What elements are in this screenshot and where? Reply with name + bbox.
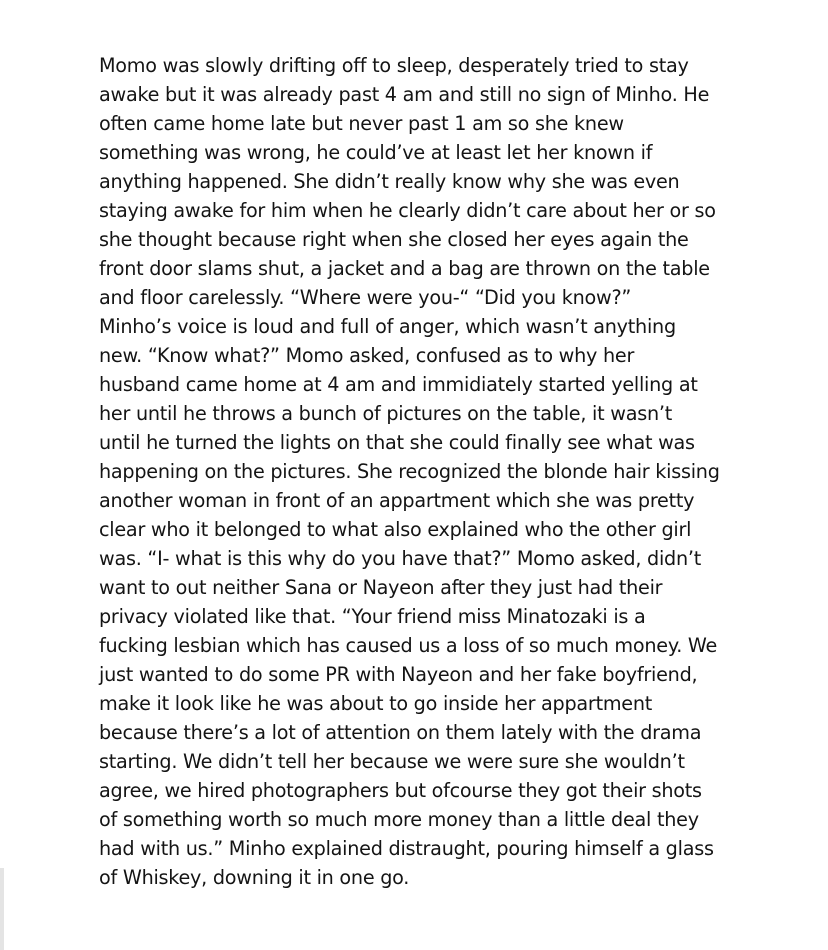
text-line: something was wrong, he could’ve at least let her known if [99, 141, 653, 164]
text-line: fucking lesbian which has caused us a loss of so much money. We [99, 634, 718, 657]
story-paragraph [99, 51, 799, 892]
page-edge-divider [0, 868, 4, 950]
text-line: had with us.” Minho explained distraught, pouring himself a glass [99, 837, 714, 860]
text-line: awake but it was already past 4 am and still no sign of Minho. He [99, 83, 710, 106]
text-line: because there’s a lot of attention on them lately with the drama [99, 721, 702, 744]
text-line: she thought because right when she closed her eyes again the [99, 228, 689, 251]
text-line: starting. We didn’t tell her because we were sure she wouldn’t [99, 750, 685, 773]
text-line: another woman in front of an appartment which she was pretty [99, 489, 695, 512]
text-line: staying awake for him when he clearly didn’t care about her or so [99, 199, 716, 222]
text-line: of something worth so much more money than a little deal they [99, 808, 699, 831]
text-line: agree, we hired photographers but ofcourse they got their shots [99, 779, 702, 802]
text-line: of Whiskey, downing it in one go. [99, 866, 410, 889]
text-line: want to out neither Sana or Nayeon after they just had their [99, 576, 663, 599]
text-line: until he turned the lights on that she could finally see what was [99, 431, 695, 454]
text-line: new. “Know what?” Momo asked, confused as to why her [99, 344, 635, 367]
text-line: front door slams shut, a jacket and a bag are thrown on the table [99, 257, 710, 280]
text-line: make it look like he was about to go inside her appartment [99, 692, 653, 715]
text-line: just wanted to do some PR with Nayeon and her fake boyfriend, [99, 663, 698, 686]
text-line: anything happened. She didn’t really know why she was even [99, 170, 680, 193]
text-line: was. “I- what is this why do you have that?” Momo asked, didn’t [99, 547, 701, 570]
text-line: and floor carelessly. “Where were you-“ “Did you know?” [99, 286, 632, 309]
text-line: husband came home at 4 am and immidiately started yelling at [99, 373, 698, 396]
text-line: clear who it belonged to what also explained who the other girl [99, 518, 692, 541]
text-line: Momo was slowly drifting off to sleep, desperately tried to stay [99, 54, 689, 77]
text-line: Minho’s voice is loud and full of anger, which wasn’t anything [99, 315, 676, 338]
text-line: often came home late but never past 1 am so she knew [99, 112, 624, 135]
text-line: her until he throws a bunch of pictures on the table, it wasn’t [99, 402, 672, 425]
text-line: happening on the pictures. She recognized the blonde hair kissing [99, 460, 720, 483]
text-line: privacy violated like that. “Your friend miss Minatozaki is a [99, 605, 646, 628]
